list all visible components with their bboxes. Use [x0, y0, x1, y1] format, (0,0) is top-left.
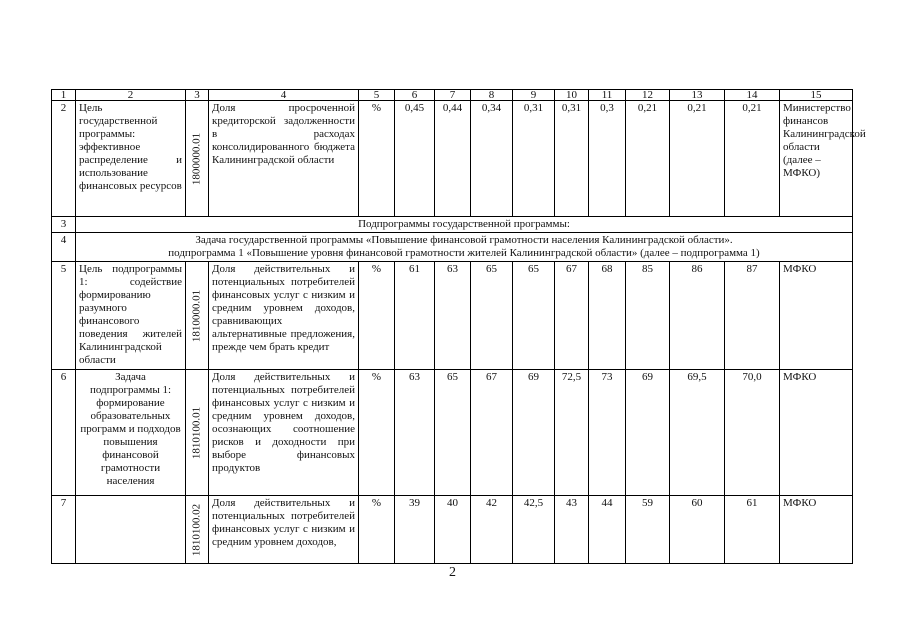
code-text: 1810100.01: [190, 406, 203, 459]
indicator-cell: Доля действительных и потенциальных потребителей финансовых услуг с низким и средним уровнем доходов, сравнивающих альтернативные предложения, прежде чем брать кредит: [209, 262, 359, 370]
value-cell: 42: [471, 496, 513, 564]
header-cell: 7: [435, 90, 471, 101]
value-cell: 61: [395, 262, 435, 370]
value-cell: 63: [395, 370, 435, 496]
responsible-cell: МФКО: [780, 370, 853, 496]
indicator-cell: Доля действительных и потенциальных потребителей финансовых услуг с низким и средним уровнем доходов,: [209, 496, 359, 564]
subprogram-heading: [76, 233, 853, 262]
value-cell: 69: [513, 370, 555, 496]
value-cell: 85: [626, 262, 670, 370]
row-number: 4: [52, 233, 76, 262]
table-row: [52, 217, 853, 233]
table-row: [52, 233, 853, 262]
header-cell: 1: [52, 90, 76, 101]
value-cell: 69: [626, 370, 670, 496]
responsible-cell: МФКО: [780, 496, 853, 564]
section-heading: Подпрограммы государственной программы:: [76, 217, 853, 233]
value-cell: 0,21: [725, 101, 780, 217]
row-number: 3: [52, 217, 76, 233]
row-number: 6: [52, 370, 76, 496]
value-cell: 87: [725, 262, 780, 370]
header-cell: 4: [209, 90, 359, 101]
indicator-cell: Доля просроченной кредиторской задолженности в расходах консолидированного бюджета Калининградской области: [209, 101, 359, 217]
header-cell: 11: [589, 90, 626, 101]
value-cell: 69,5: [670, 370, 725, 496]
table-row: [52, 262, 853, 370]
value-cell: 65: [435, 370, 471, 496]
value-cell: 72,5: [555, 370, 589, 496]
code-cell: [186, 101, 209, 217]
row-number: 7: [52, 496, 76, 564]
header-cell: 2: [76, 90, 186, 101]
code-cell: [186, 370, 209, 496]
value-cell: 0,45: [395, 101, 435, 217]
indicators-table: [51, 89, 866, 564]
goal-cell: [76, 496, 186, 564]
value-cell: 86: [670, 262, 725, 370]
value-cell: 43: [555, 496, 589, 564]
header-cell: 6: [395, 90, 435, 101]
responsible-cell: МФКО: [780, 262, 853, 370]
value-cell: 44: [589, 496, 626, 564]
table-row: [52, 101, 853, 217]
value-cell: 61: [725, 496, 780, 564]
header-cell: 13: [670, 90, 725, 101]
goal-cell: Цель государственной программы: эффективное распределение и использование финансовых ресурсов: [76, 101, 186, 217]
responsible-cell: Министерство финансов Калининградской области (далее – МФКО): [780, 101, 853, 217]
page-number: 2: [449, 565, 456, 580]
value-cell: 73: [589, 370, 626, 496]
value-cell: 60: [670, 496, 725, 564]
code-cell: [186, 496, 209, 564]
value-cell: 0,34: [471, 101, 513, 217]
value-cell: 67: [471, 370, 513, 496]
value-cell: 0,21: [626, 101, 670, 217]
value-cell: 65: [471, 262, 513, 370]
header-row: [52, 90, 853, 101]
table-row: [52, 496, 853, 564]
indicator-cell: Доля действительных и потенциальных потребителей финансовых услуг с низким и средним уровнем доходов, осознающих соотношение рисков и доходности при выборе финансовых продуктов: [209, 370, 359, 496]
header-cell: 14: [725, 90, 780, 101]
value-cell: 59: [626, 496, 670, 564]
row-number: 2: [52, 101, 76, 217]
code-text: 1810100.02: [190, 503, 203, 556]
subprogram-task-line: Задача государственной программы «Повышение финансовой грамотности населения Калининградской области».: [195, 234, 733, 246]
value-cell: 42,5: [513, 496, 555, 564]
value-cell: 40: [435, 496, 471, 564]
value-cell: 0,3: [589, 101, 626, 217]
goal-cell: Цель подпрограммы 1: содействие формированию разумного финансового поведения жителей Калининградской области: [76, 262, 186, 370]
header-cell: 9: [513, 90, 555, 101]
unit-cell: %: [359, 496, 395, 564]
unit-cell: %: [359, 262, 395, 370]
value-cell: 68: [589, 262, 626, 370]
value-cell: 39: [395, 496, 435, 564]
code-cell: [186, 262, 209, 370]
header-cell: 12: [626, 90, 670, 101]
value-cell: 65: [513, 262, 555, 370]
value-cell: 70,0: [725, 370, 780, 496]
header-cell: 8: [471, 90, 513, 101]
value-cell: 0,44: [435, 101, 471, 217]
value-cell: 67: [555, 262, 589, 370]
code-text: 1810000.01: [190, 289, 203, 342]
header-cell: 15: [780, 90, 853, 101]
value-cell: 0,31: [513, 101, 555, 217]
header-cell: 5: [359, 90, 395, 101]
table-row: [52, 370, 853, 496]
value-cell: 63: [435, 262, 471, 370]
unit-cell: %: [359, 370, 395, 496]
header-cell: 10: [555, 90, 589, 101]
header-cell: 3: [186, 90, 209, 101]
code-text: 1800000.01: [190, 132, 203, 185]
value-cell: 0,31: [555, 101, 589, 217]
goal-cell: Задача подпрограммы 1: формирование образовательных программ и подходов повышения финансовой грамотности населения: [76, 370, 186, 496]
row-number: 5: [52, 262, 76, 370]
subprogram-title-line: подпрограмма 1 «Повышение уровня финансовой грамотности жителей Калининградской области» (далее – подпрограмма 1): [168, 247, 760, 259]
value-cell: 0,21: [670, 101, 725, 217]
unit-cell: %: [359, 101, 395, 217]
